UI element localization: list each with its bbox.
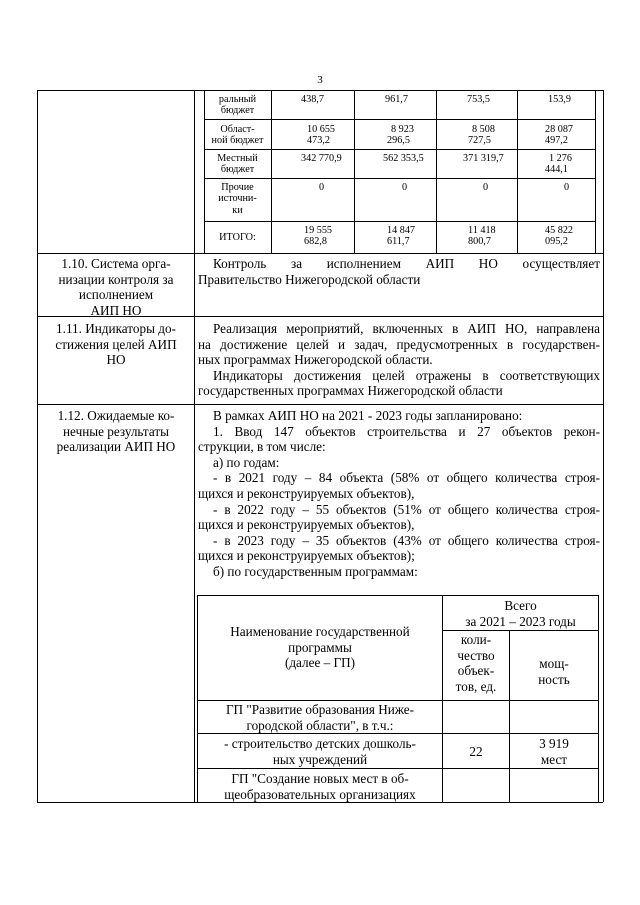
- budget-col-divider: [436, 90, 437, 253]
- budget-cell: 10 655 473,2: [307, 124, 336, 147]
- budget-cell: 8 508 727,5: [468, 124, 495, 147]
- budget-cell: 14 847 611,7: [387, 225, 416, 248]
- program-name: ГП "Создание новых мест в об- щеобразовательных организациях: [224, 771, 416, 802]
- budget-row-divider: [204, 119, 595, 120]
- budget-row-divider: [204, 178, 595, 179]
- budget-col-divider: [271, 90, 272, 253]
- programs-table-top-border: [197, 595, 598, 596]
- budget-cell: 0: [402, 182, 408, 193]
- section-text: В рамках АИП НО на 2021 - 2023 годы запланировано: 1. Ввод 147 объектов строительства и 27 объектов рекон- струкции, в том числе: а) по годам: - в 2021 году – 84 объекта (58% от общего количества строя- щихся и реконструируемых объектов), - в 2022 году – 55 объектов (51% от общего количества строя- щихся и реконструируемых объектов), - в 2023 году – 35 объектов (43% от общего количества строя- щихся и реконструируемых объектов); б) по государственным программам:: [198, 408, 600, 579]
- budget-cell: 19 555 682,8: [304, 225, 333, 248]
- programs-header-divider: [442, 630, 598, 631]
- budget-cell: 8 923 296,5: [387, 124, 414, 147]
- budget-row-label: ральный бюджет: [218, 94, 257, 117]
- programs-table-right-border: [598, 595, 599, 802]
- budget-cell: 153,9: [548, 94, 571, 105]
- page-number: 3: [317, 74, 323, 86]
- budget-cell: 438,7: [301, 94, 324, 105]
- budget-row-divider: [204, 149, 595, 150]
- budget-cell: 0: [319, 182, 325, 193]
- row-divider: [37, 253, 603, 254]
- budget-cell: 1 276 444,1: [545, 153, 572, 176]
- column-divider: [194, 90, 195, 802]
- section-text: Контроль за исполнением АИП НО осуществляет Правительство Нижегородской области: [198, 256, 600, 287]
- programs-row-divider: [197, 768, 598, 769]
- budget-row-label: Местный бюджет: [217, 153, 258, 176]
- programs-header-name: Наименование государственной программы (далее – ГП): [230, 624, 410, 671]
- programs-header-count: коли- чество объек- тов, ед.: [455, 632, 497, 694]
- budget-total-label: ИТОГО:: [219, 232, 256, 243]
- budget-col-divider: [517, 90, 518, 253]
- budget-row-divider: [204, 221, 595, 222]
- budget-cell: 562 353,5: [383, 153, 424, 164]
- program-name: ГП "Развитие образования Ниже- городской области", в т.ч.:: [225, 702, 415, 733]
- program-power: 3 919 мест: [539, 736, 569, 767]
- budget-cell: 0: [564, 182, 570, 193]
- budget-cell: 753,5: [467, 94, 490, 105]
- budget-row-label: Област- ной бюджет: [211, 124, 264, 147]
- budget-table-right-border: [595, 90, 596, 253]
- budget-cell: 45 822 095,2: [545, 225, 574, 248]
- section-label: 1.10. Система орга- низации контроля за исполнением АИП НО: [58, 256, 174, 318]
- programs-header-total: Всего за 2021 – 2023 годы: [465, 598, 576, 629]
- table-top-border: [37, 90, 603, 91]
- programs-row-divider: [197, 700, 598, 701]
- budget-cell: 342 770,9: [301, 153, 342, 164]
- budget-cell: 961,7: [385, 94, 408, 105]
- row-divider: [37, 404, 603, 405]
- section-label: 1.12. Ожидаемые ко- нечные результаты реализации АИП НО: [56, 408, 176, 455]
- budget-cell: 28 087 497,2: [545, 124, 574, 147]
- section-text: Реализация мероприятий, включенных в АИП НО, направлена на достижение целей и задач, предусмотренных в государствен- ных программах Нижегородской области. Индикаторы достижения целей отражены в соответствующих государственных программах Нижегородской области: [198, 321, 600, 399]
- budget-row-label: Прочие источни- ки: [218, 182, 257, 216]
- programs-header-power: мощ- ность: [538, 656, 570, 687]
- budget-cell: 11 418 800,7: [468, 225, 496, 248]
- section-label: 1.11. Индикаторы до- стижения целей АИП НО: [55, 321, 177, 368]
- program-count: 22: [469, 744, 483, 759]
- program-name: - строительство детских дошколь- ных учреждений: [224, 736, 416, 767]
- budget-cell: 0: [483, 182, 489, 193]
- budget-col-divider: [354, 90, 355, 253]
- budget-cell: 371 319,7: [463, 153, 504, 164]
- table-right-border: [603, 90, 604, 802]
